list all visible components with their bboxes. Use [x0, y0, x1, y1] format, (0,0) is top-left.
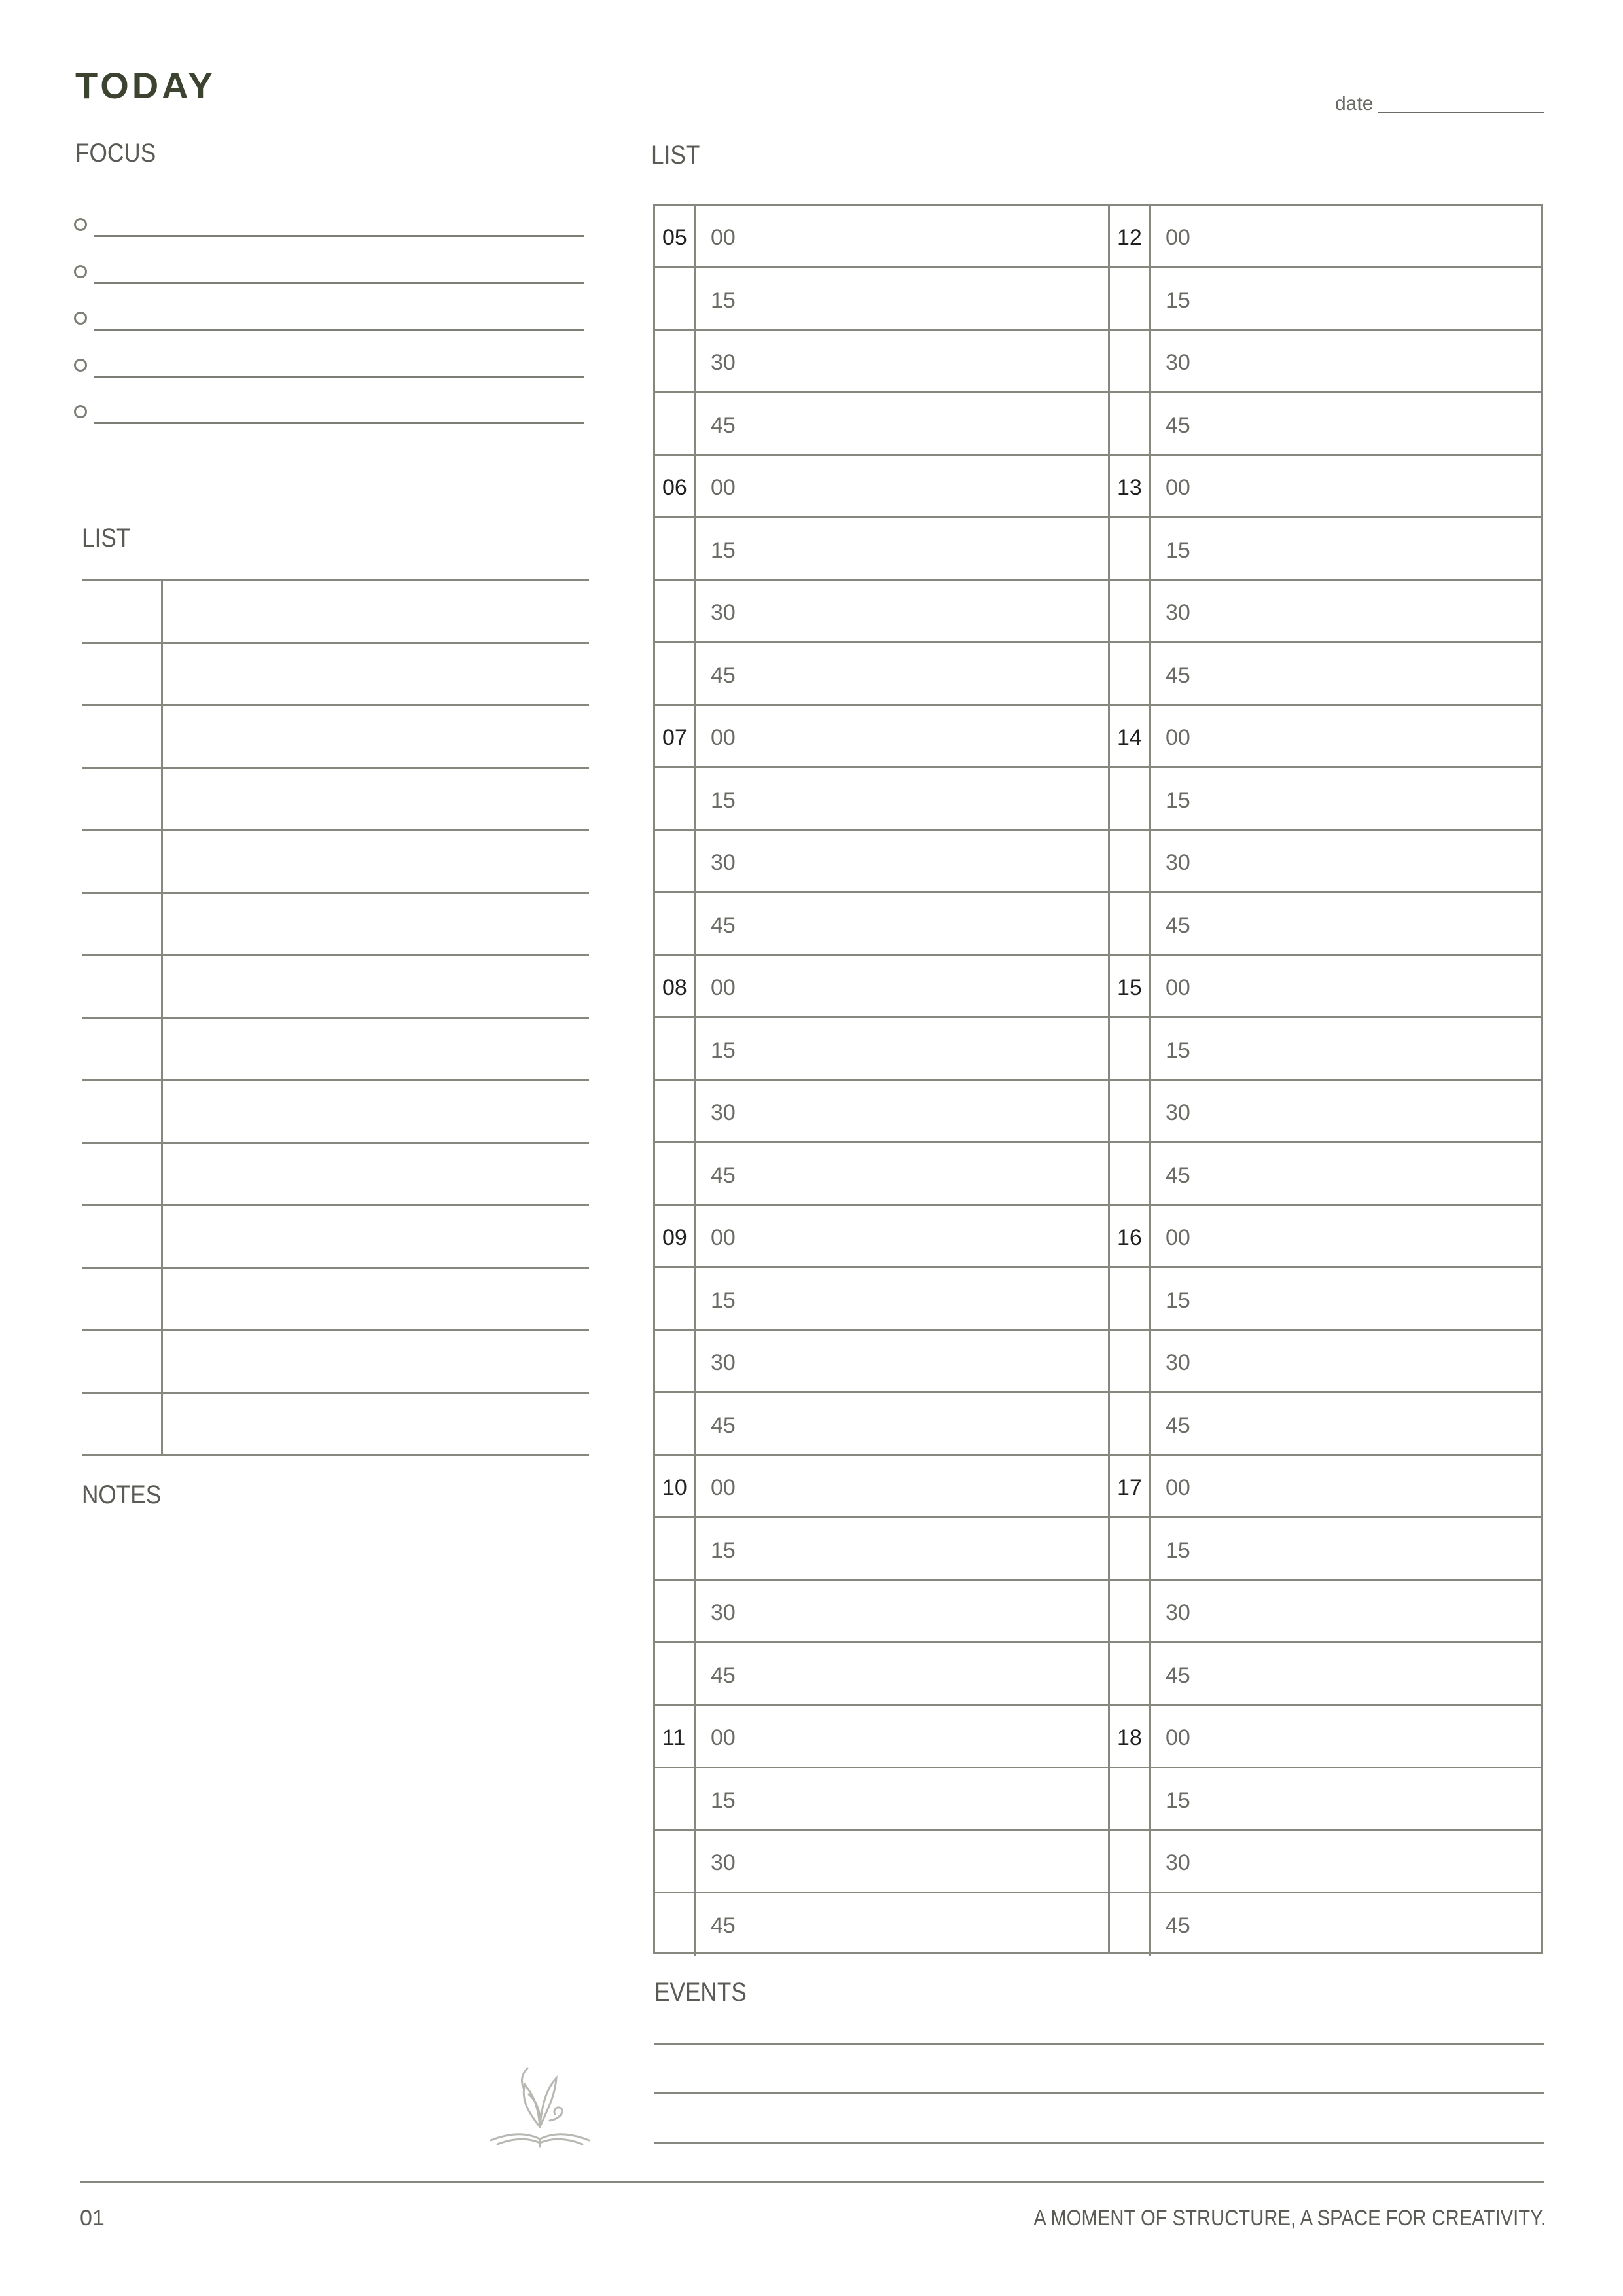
minute-label: 00 — [711, 725, 736, 750]
footer-tagline: A MOMENT OF STRUCTURE, A SPACE FOR CREATIVITY. — [1033, 2206, 1546, 2231]
hour-label: 07 — [655, 706, 696, 766]
time-slot-left[interactable] — [655, 1018, 1107, 1079]
minute-label: 15 — [1166, 1287, 1190, 1313]
hour-label — [1110, 1081, 1151, 1141]
footer-divider — [80, 2181, 1544, 2183]
hour-label — [1110, 1768, 1151, 1829]
minute-label: 45 — [1166, 1912, 1190, 1938]
hour-label: 08 — [655, 956, 696, 1016]
time-slot-right[interactable] — [1110, 706, 1561, 766]
schedule-grid — [653, 204, 1543, 1954]
checkbox-circle-icon[interactable] — [74, 218, 87, 231]
hour-label — [655, 268, 696, 329]
time-slot-right[interactable] — [1110, 206, 1561, 266]
list-row[interactable] — [82, 768, 589, 831]
hour-label — [1110, 1331, 1151, 1391]
focus-item[interactable] — [74, 312, 584, 331]
schedule-row — [655, 1268, 1541, 1331]
hour-label — [1110, 393, 1151, 454]
event-line[interactable] — [654, 2043, 1544, 2045]
list-row[interactable] — [82, 1206, 589, 1268]
hour-label — [655, 331, 696, 391]
time-slot-right[interactable] — [1110, 268, 1561, 329]
hour-label: 14 — [1110, 706, 1151, 766]
schedule-row — [655, 1581, 1541, 1643]
schedule-heading: LIST — [651, 141, 700, 170]
list-row[interactable] — [82, 643, 589, 706]
time-slot-right[interactable] — [1110, 1331, 1561, 1391]
schedule-row — [655, 1893, 1541, 1956]
time-slot-left[interactable] — [655, 1581, 1107, 1641]
time-slot-right[interactable] — [1110, 1393, 1561, 1454]
minute-label: 15 — [711, 1287, 736, 1313]
time-slot-right[interactable] — [1110, 456, 1561, 516]
minute-label: 45 — [711, 412, 736, 438]
minute-label: 45 — [711, 1412, 736, 1438]
schedule-row — [655, 1518, 1541, 1581]
schedule-row — [655, 1206, 1541, 1268]
page-number: 01 — [80, 2206, 105, 2231]
hour-label — [655, 1831, 696, 1892]
time-slot-left[interactable] — [655, 268, 1107, 329]
time-slot-right[interactable] — [1110, 581, 1561, 641]
hour-label — [655, 518, 696, 579]
minute-label: 30 — [1166, 350, 1190, 375]
hour-label: 17 — [1110, 1456, 1151, 1516]
time-slot-right[interactable] — [1110, 831, 1561, 891]
time-slot-left[interactable] — [655, 1643, 1107, 1704]
list-heading: LIST — [82, 524, 131, 552]
schedule-row — [655, 1456, 1541, 1518]
lotus-book-icon — [484, 2049, 596, 2153]
schedule-row — [655, 581, 1541, 643]
hour-label — [655, 643, 696, 704]
hour-label — [1110, 768, 1151, 829]
minute-label: 45 — [1166, 912, 1190, 938]
schedule-row — [655, 1768, 1541, 1831]
minute-label: 00 — [711, 1475, 736, 1500]
minute-label: 15 — [1166, 1037, 1190, 1063]
time-slot-right[interactable] — [1110, 893, 1561, 954]
list-row[interactable] — [82, 1143, 589, 1206]
minute-label: 45 — [711, 1912, 736, 1938]
focus-heading: FOCUS — [75, 139, 156, 168]
hour-label — [655, 1393, 696, 1454]
time-slot-left[interactable] — [655, 1893, 1107, 1956]
hour-label — [655, 393, 696, 454]
focus-item[interactable] — [74, 218, 584, 238]
minute-label: 45 — [1166, 662, 1190, 688]
time-slot-right[interactable] — [1110, 1018, 1561, 1079]
schedule-row — [655, 1143, 1541, 1206]
focus-item-line[interactable] — [94, 282, 584, 284]
minute-label: 00 — [1166, 725, 1190, 750]
hour-label: 09 — [655, 1206, 696, 1266]
minute-label: 00 — [1166, 975, 1190, 1000]
time-slot-left[interactable] — [655, 206, 1107, 266]
hour-label — [655, 1268, 696, 1329]
time-slot-right[interactable] — [1110, 1456, 1561, 1516]
minute-label: 15 — [711, 537, 736, 563]
time-slot-left[interactable] — [655, 706, 1107, 766]
time-slot-left[interactable] — [655, 1768, 1107, 1829]
schedule-row — [655, 893, 1541, 956]
minute-label: 00 — [1166, 225, 1190, 250]
focus-item-line[interactable] — [94, 376, 584, 378]
hour-label — [1110, 268, 1151, 329]
minute-label: 30 — [711, 350, 736, 375]
hour-label: 12 — [1110, 206, 1151, 266]
date-field-line[interactable] — [1378, 112, 1544, 113]
hour-label: 11 — [655, 1706, 696, 1767]
list-row[interactable] — [82, 1393, 589, 1456]
minute-label: 30 — [1166, 1100, 1190, 1125]
time-slot-left[interactable] — [655, 831, 1107, 891]
hour-label — [655, 1143, 696, 1204]
time-slot-right[interactable] — [1110, 1206, 1561, 1266]
schedule-row — [655, 206, 1541, 268]
hour-label — [1110, 1143, 1151, 1204]
time-slot-left[interactable] — [655, 1331, 1107, 1391]
hour-label — [655, 1081, 696, 1141]
time-slot-left[interactable] — [655, 456, 1107, 516]
list-row[interactable] — [82, 1018, 589, 1081]
minute-label: 30 — [1166, 850, 1190, 875]
checkbox-circle-icon[interactable] — [74, 405, 87, 418]
time-slot-right[interactable] — [1110, 1268, 1561, 1329]
checkbox-circle-icon[interactable] — [74, 312, 87, 325]
minute-label: 30 — [711, 1100, 736, 1125]
schedule-row — [655, 1018, 1541, 1081]
hour-label: 05 — [655, 206, 696, 266]
minute-label: 15 — [1166, 1537, 1190, 1563]
hour-label — [1110, 518, 1151, 579]
minute-label: 30 — [711, 1850, 736, 1875]
page-title: TODAY — [75, 65, 216, 106]
minute-label: 30 — [1166, 1600, 1190, 1625]
hour-label — [1110, 1518, 1151, 1579]
hour-label — [655, 1018, 696, 1079]
minute-label: 30 — [711, 1350, 736, 1375]
minute-label: 00 — [711, 1725, 736, 1750]
hour-label — [1110, 893, 1151, 954]
hour-label — [1110, 1581, 1151, 1641]
hour-label — [1110, 1018, 1151, 1079]
list-row[interactable] — [82, 1081, 589, 1143]
minute-label: 15 — [1166, 787, 1190, 813]
time-slot-right[interactable] — [1110, 331, 1561, 391]
focus-item-line[interactable] — [94, 235, 584, 237]
time-slot-right[interactable] — [1110, 768, 1561, 829]
hour-label — [1110, 1643, 1151, 1704]
minute-label: 45 — [711, 912, 736, 938]
list-column-divider — [161, 579, 163, 1455]
list-row[interactable] — [82, 1331, 589, 1393]
schedule-row — [655, 643, 1541, 706]
time-slot-right[interactable] — [1110, 1143, 1561, 1204]
schedule-row — [655, 1831, 1541, 1893]
checkbox-circle-icon[interactable] — [74, 359, 87, 372]
time-slot-right[interactable] — [1110, 1581, 1561, 1641]
time-slot-left[interactable] — [655, 1206, 1107, 1266]
minute-label: 45 — [1166, 1662, 1190, 1688]
list-row[interactable] — [82, 956, 589, 1018]
schedule-row — [655, 518, 1541, 581]
time-slot-left[interactable] — [655, 1518, 1107, 1579]
focus-item-line[interactable] — [94, 422, 584, 424]
schedule-row — [655, 831, 1541, 893]
hour-label — [1110, 1393, 1151, 1454]
time-slot-left[interactable] — [655, 1143, 1107, 1204]
hour-label: 15 — [1110, 956, 1151, 1016]
time-slot-left[interactable] — [655, 1706, 1107, 1767]
schedule-row — [655, 331, 1541, 393]
date-label: date — [1335, 93, 1374, 115]
list-row[interactable] — [82, 706, 589, 768]
hour-label — [1110, 1893, 1151, 1956]
list-row[interactable] — [82, 831, 589, 893]
time-slot-right[interactable] — [1110, 1893, 1561, 1956]
list-row[interactable] — [82, 893, 589, 956]
time-slot-left[interactable] — [655, 956, 1107, 1016]
hour-label — [655, 1331, 696, 1391]
schedule-row — [655, 268, 1541, 331]
hour-label — [655, 1581, 696, 1641]
time-slot-left[interactable] — [655, 1393, 1107, 1454]
time-slot-left[interactable] — [655, 893, 1107, 954]
minute-label: 15 — [1166, 287, 1190, 313]
minute-label: 15 — [711, 1037, 736, 1063]
hour-label — [1110, 831, 1151, 891]
focus-item-line[interactable] — [94, 329, 584, 331]
minute-label: 45 — [711, 1662, 736, 1688]
minute-label: 15 — [1166, 1787, 1190, 1813]
time-slot-right[interactable] — [1110, 1081, 1561, 1141]
hour-label: 10 — [655, 1456, 696, 1516]
notes-heading: NOTES — [82, 1480, 162, 1509]
schedule-row — [655, 1643, 1541, 1706]
minute-label: 15 — [711, 1537, 736, 1563]
hour-label — [1110, 581, 1151, 641]
list-row[interactable] — [82, 581, 589, 643]
minute-label: 30 — [711, 850, 736, 875]
event-line[interactable] — [654, 2092, 1544, 2094]
minute-label: 45 — [1166, 1162, 1190, 1188]
minute-label: 00 — [1166, 475, 1190, 500]
time-slot-left[interactable] — [655, 1081, 1107, 1141]
hour-label — [655, 831, 696, 891]
minute-label: 30 — [1166, 1350, 1190, 1375]
time-slot-left[interactable] — [655, 393, 1107, 454]
schedule-row — [655, 456, 1541, 518]
minute-label: 45 — [711, 662, 736, 688]
hour-label: 06 — [655, 456, 696, 516]
schedule-row — [655, 706, 1541, 768]
time-slot-right[interactable] — [1110, 1518, 1561, 1579]
minute-label: 00 — [711, 475, 736, 500]
hour-label — [655, 893, 696, 954]
time-slot-left[interactable] — [655, 518, 1107, 579]
time-slot-left[interactable] — [655, 1831, 1107, 1892]
minute-label: 00 — [1166, 1725, 1190, 1750]
time-slot-left[interactable] — [655, 1268, 1107, 1329]
minute-label: 00 — [711, 225, 736, 250]
time-slot-left[interactable] — [655, 1456, 1107, 1516]
hour-label — [655, 768, 696, 829]
minute-label: 00 — [711, 975, 736, 1000]
minute-label: 00 — [1166, 1225, 1190, 1250]
hour-label — [655, 1518, 696, 1579]
hour-label — [1110, 1268, 1151, 1329]
focus-item[interactable] — [74, 405, 584, 425]
time-slot-right[interactable] — [1110, 643, 1561, 704]
minute-label: 45 — [711, 1162, 736, 1188]
hour-label — [655, 581, 696, 641]
time-slot-right[interactable] — [1110, 1643, 1561, 1704]
schedule-row — [655, 1331, 1541, 1393]
schedule-row — [655, 393, 1541, 456]
hour-label: 18 — [1110, 1706, 1151, 1767]
time-slot-left[interactable] — [655, 768, 1107, 829]
minute-label: 15 — [711, 1787, 736, 1813]
minute-label: 15 — [711, 787, 736, 813]
minute-label: 45 — [1166, 1412, 1190, 1438]
time-slot-right[interactable] — [1110, 1768, 1561, 1829]
list-row[interactable] — [82, 1268, 589, 1331]
time-slot-left[interactable] — [655, 643, 1107, 704]
hour-label — [1110, 331, 1151, 391]
minute-label: 30 — [1166, 1850, 1190, 1875]
minute-label: 45 — [1166, 412, 1190, 438]
event-line[interactable] — [654, 2142, 1544, 2144]
minute-label: 00 — [1166, 1475, 1190, 1500]
focus-item[interactable] — [74, 359, 584, 378]
schedule-row — [655, 1393, 1541, 1456]
time-slot-left[interactable] — [655, 331, 1107, 391]
hour-label — [1110, 1831, 1151, 1892]
schedule-row — [655, 1706, 1541, 1768]
schedule-row — [655, 956, 1541, 1018]
checkbox-circle-icon[interactable] — [74, 265, 87, 278]
events-heading: EVENTS — [654, 1978, 747, 2007]
time-slot-left[interactable] — [655, 581, 1107, 641]
focus-item[interactable] — [74, 265, 584, 285]
hour-label — [655, 1643, 696, 1704]
schedule-row — [655, 768, 1541, 831]
minute-label: 30 — [1166, 600, 1190, 625]
hour-label: 13 — [1110, 456, 1151, 516]
time-slot-right[interactable] — [1110, 1831, 1561, 1892]
hour-label: 16 — [1110, 1206, 1151, 1266]
time-slot-right[interactable] — [1110, 956, 1561, 1016]
minute-label: 00 — [711, 1225, 736, 1250]
hour-label — [655, 1768, 696, 1829]
time-slot-right[interactable] — [1110, 1706, 1561, 1767]
time-slot-right[interactable] — [1110, 518, 1561, 579]
hour-label — [655, 1893, 696, 1956]
hour-label — [1110, 643, 1151, 704]
minute-label: 30 — [711, 600, 736, 625]
minute-label: 15 — [711, 287, 736, 313]
schedule-row — [655, 1081, 1541, 1143]
minute-label: 30 — [711, 1600, 736, 1625]
time-slot-right[interactable] — [1110, 393, 1561, 454]
minute-label: 15 — [1166, 537, 1190, 563]
